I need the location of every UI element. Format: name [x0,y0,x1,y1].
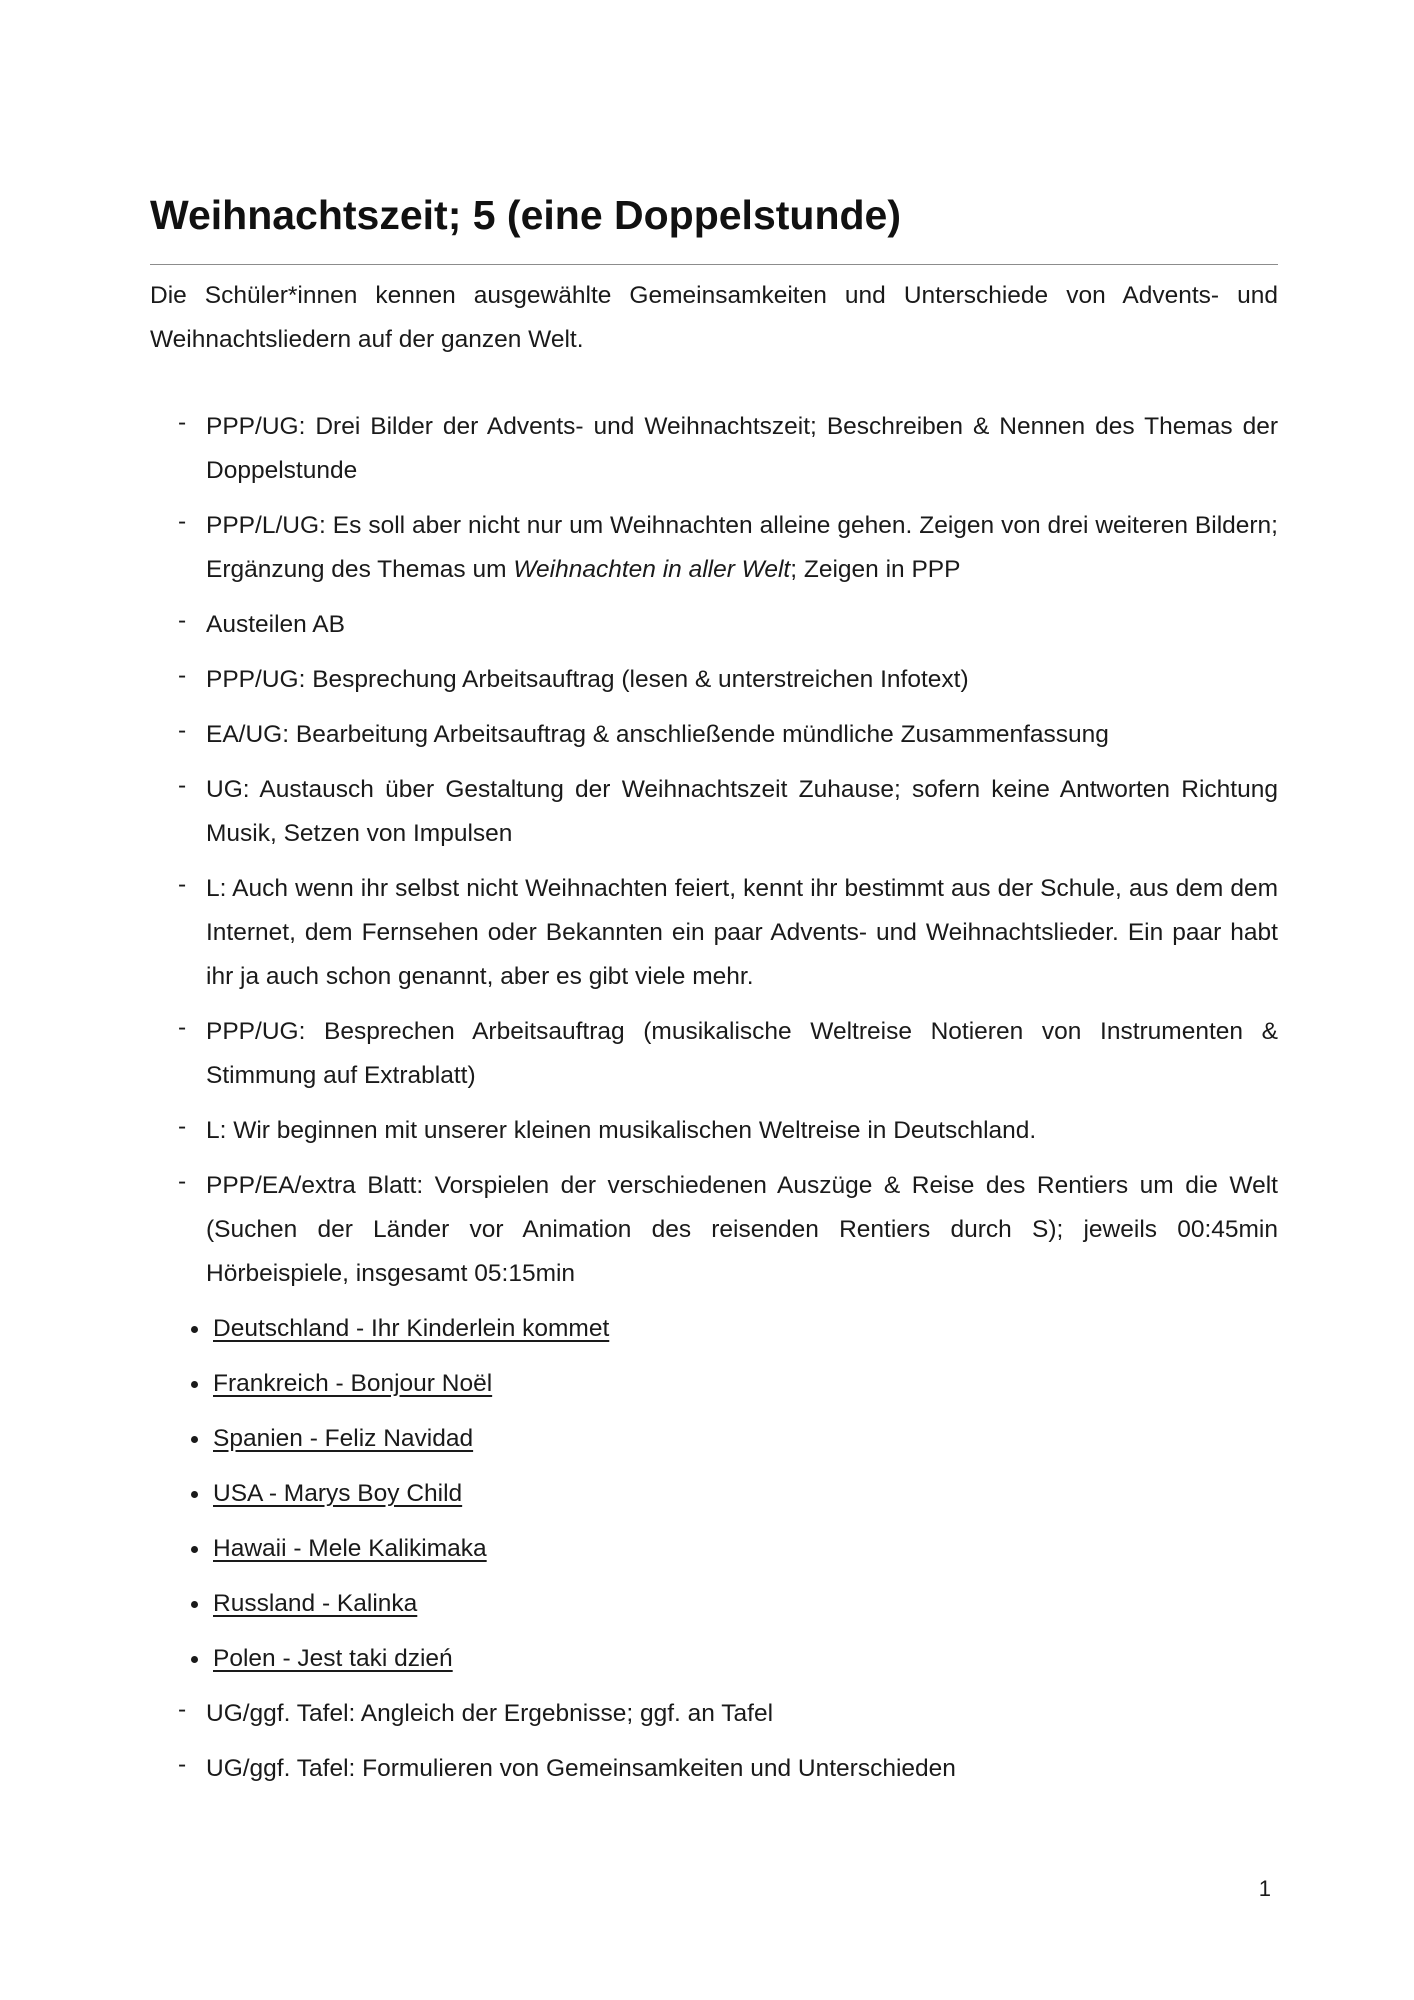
list-item-text: PPP/UG: Besprechung Arbeitsauftrag (lesen & unterstreichen Infotext) [206,666,969,693]
list-item-text: UG/ggf. Tafel: Formulieren von Gemeinsamkeiten und Unterschieden [206,1755,956,1782]
dash-marker: - [178,1696,187,1723]
dash-marker: - [178,1014,187,1041]
dash-marker: - [178,717,187,744]
song-link-item [150,1362,1278,1406]
song-link-item [150,1527,1278,1571]
dash-marker: - [178,871,187,898]
dash-marker: - [178,1751,187,1778]
dash-marker: - [178,1168,187,1195]
list-item [150,1747,1278,1791]
list-item-text: UG: Austausch über Gestaltung der Weihnachtszeit Zuhause; sofern keine Antworten Richtung Musik, Setzen von Impulsen [206,776,1278,847]
list-item [150,405,1278,493]
list-item [150,1692,1278,1736]
bullet-dot [191,1546,198,1553]
list-item-text: PPP/UG: Drei Bilder der Advents- und Weihnachtszeit; Beschreiben & Nennen des Themas der Doppelstunde [206,413,1278,484]
dash-marker: - [178,409,187,436]
dash-marker: - [178,1113,187,1140]
list-item-text: ; Zeigen in PPP [790,556,961,583]
bullet-dot [191,1381,198,1388]
learning-goal-text: Die Schüler*innen kennen ausgewählte Gemeinsamkeiten und Unterschiede von Advents- und Weihnachtsliedern auf der ganzen Welt. [150,282,1278,353]
list-item [150,1109,1278,1153]
list-item-text: L: Wir beginnen mit unserer kleinen musikalischen Weltreise in Deutschland. [206,1117,1037,1144]
bullet-dot [191,1326,198,1333]
list-item-text: PPP/L/UG: Es soll aber nicht nur um Weihnachten alleine gehen. Zeigen von drei weiteren Bildern; Ergänzung des Themas um [206,512,1278,583]
list-item [150,713,1278,757]
list-item-text: PPP/EA/extra Blatt: Vorspielen der verschiedenen Auszüge & Reise des Rentiers um die Welt (Suchen der Länder vor Animation des reisenden Rentiers durch S); jeweils 00:45min Hörbeispiele, insgesamt 05:15min [206,1172,1278,1287]
list-item [150,867,1278,999]
dash-marker: - [178,508,187,535]
list-item [150,1164,1278,1296]
song-link-frankreich[interactable]: Frankreich - Bonjour Noël [213,1370,493,1397]
song-link-item [150,1472,1278,1516]
bullet-dot [191,1656,198,1663]
song-link-deutschland[interactable]: Deutschland - Ihr Kinderlein kommet [213,1315,610,1342]
song-link-hawaii[interactable]: Hawaii - Mele Kalikimaka [213,1535,487,1562]
list-item [150,504,1278,592]
list-item-text: PPP/UG: Besprechen Arbeitsauftrag (musikalische Weltreise Notieren von Instrumenten & Stimmung auf Extrablatt) [206,1018,1278,1089]
song-link-russland[interactable]: Russland - Kalinka [213,1590,418,1617]
song-link-usa[interactable]: USA - Marys Boy Child [213,1480,463,1507]
lesson-steps-list [150,405,1278,1791]
list-item-text: EA/UG: Bearbeitung Arbeitsauftrag & anschließende mündliche Zusammenfassung [206,721,1109,748]
list-item-emphasis: Weihnachten in aller Welt [513,556,791,583]
list-item-text: Austeilen AB [206,611,345,638]
song-link-spanien[interactable]: Spanien - Feliz Navidad [213,1425,474,1452]
list-item [150,1010,1278,1098]
title-divider [150,264,1278,265]
document-page [150,190,1278,1802]
dash-marker: - [178,772,187,799]
song-link-item [150,1637,1278,1681]
list-item [150,768,1278,856]
bullet-dot [191,1436,198,1443]
song-link-polen[interactable]: Polen - Jest taki dzień [213,1645,453,1672]
list-item [150,658,1278,702]
bullet-dot [191,1601,198,1608]
page-title: Weihnachtszeit; 5 (eine Doppelstunde) [150,192,901,238]
song-link-item [150,1307,1278,1351]
song-link-item [150,1582,1278,1626]
dash-marker: - [178,607,187,634]
song-link-item [150,1417,1278,1461]
list-item-text: UG/ggf. Tafel: Angleich der Ergebnisse; ggf. an Tafel [206,1700,774,1727]
list-item-text: L: Auch wenn ihr selbst nicht Weihnachten feiert, kennt ihr bestimmt aus der Schule, aus dem dem Internet, dem Fernsehen oder Bekannten ein paar Advents- und Weihnachtslieder. Ein paar habt ihr ja auch schon genannt, aber es gibt viele mehr. [206,875,1278,990]
bullet-dot [191,1491,198,1498]
dash-marker: - [178,662,187,689]
page-number: 1 [1258,1876,1271,1901]
list-item [150,603,1278,647]
